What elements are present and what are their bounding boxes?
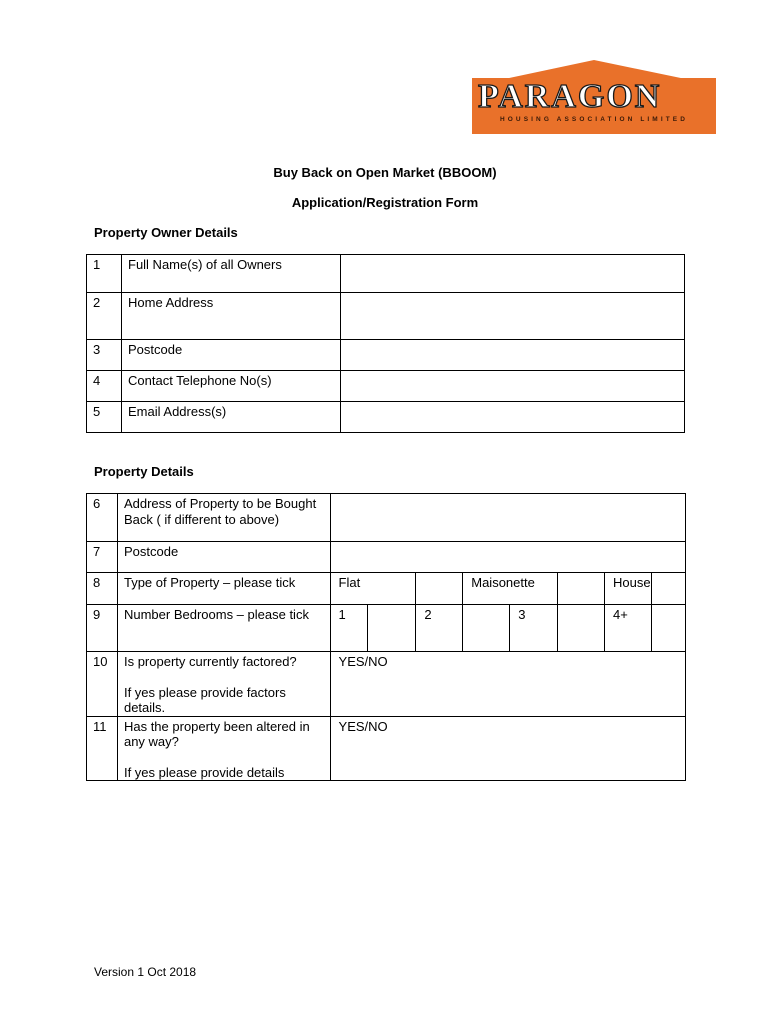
table-row bbox=[87, 371, 685, 402]
property-postcode-field[interactable] bbox=[330, 542, 685, 573]
row-label: Contact Telephone No(s) bbox=[122, 371, 341, 402]
option-4plus-bed-label: 4+ bbox=[605, 605, 652, 652]
bed-3-tick-box[interactable] bbox=[558, 605, 605, 652]
table-row bbox=[87, 542, 686, 573]
table-row bbox=[87, 402, 685, 433]
form-title: Buy Back on Open Market (BBOOM) bbox=[273, 165, 497, 180]
row-label: Full Name(s) of all Owners bbox=[122, 255, 341, 293]
row-label: Home Address bbox=[122, 293, 341, 340]
house-tick-box[interactable] bbox=[652, 573, 686, 605]
factored-answer-field[interactable] bbox=[330, 652, 685, 717]
altered-answer-field[interactable] bbox=[330, 716, 685, 781]
row-label bbox=[117, 652, 330, 717]
factored-details-prompt: If yes please provide factors details. bbox=[123, 684, 286, 715]
version-footer: Version 1 Oct 2018 bbox=[94, 965, 197, 979]
table-row bbox=[87, 605, 686, 652]
home-address-field[interactable] bbox=[341, 293, 685, 340]
row-label: Postcode bbox=[122, 340, 341, 371]
bed-2-tick-box[interactable] bbox=[463, 605, 510, 652]
table-row bbox=[87, 293, 685, 340]
option-3-bed-label: 3 bbox=[510, 605, 558, 652]
yes-no-text: YES/NO bbox=[338, 654, 388, 669]
table-row bbox=[87, 494, 686, 542]
row-number: 7 bbox=[87, 542, 118, 573]
row-number: 10 bbox=[87, 652, 118, 717]
logo-name: PARAGON bbox=[478, 78, 662, 115]
bed-1-tick-box[interactable] bbox=[368, 605, 416, 652]
row-number: 3 bbox=[87, 340, 122, 371]
row-number: 6 bbox=[87, 494, 118, 542]
table-row bbox=[87, 652, 686, 717]
form-subtitle: Application/Registration Form bbox=[291, 195, 479, 210]
option-2-bed-label: 2 bbox=[416, 605, 463, 652]
altered-question: Has the property been altered in any way? bbox=[123, 718, 310, 749]
owner-names-field[interactable] bbox=[341, 255, 685, 293]
row-label: Postcode bbox=[117, 542, 330, 573]
property-address-field[interactable] bbox=[330, 494, 685, 542]
factored-question: Is property currently factored? bbox=[123, 654, 297, 669]
table-row bbox=[87, 573, 686, 605]
row-number: 4 bbox=[87, 371, 122, 402]
row-number: 2 bbox=[87, 293, 122, 340]
row-number: 1 bbox=[87, 255, 122, 293]
row-number: 8 bbox=[87, 573, 118, 605]
row-number: 5 bbox=[87, 402, 122, 433]
row-label: Address of Property to be Bought Back ( if different to above) bbox=[117, 494, 330, 542]
row-label: Number Bedrooms – please tick bbox=[117, 605, 330, 652]
property-section-title: Property Details bbox=[94, 464, 194, 479]
altered-details-prompt: If yes please provide details bbox=[123, 764, 285, 780]
email-field[interactable] bbox=[341, 402, 685, 433]
postcode-field[interactable] bbox=[341, 340, 685, 371]
row-number: 11 bbox=[87, 716, 118, 781]
telephone-field[interactable] bbox=[341, 371, 685, 402]
row-label: Type of Property – please tick bbox=[117, 573, 330, 605]
logo-subtitle: HOUSING ASSOCIATION LIMITED bbox=[499, 116, 689, 123]
table-row bbox=[87, 255, 685, 293]
owner-section-title: Property Owner Details bbox=[94, 225, 238, 240]
row-number: 9 bbox=[87, 605, 118, 652]
table-row bbox=[87, 340, 685, 371]
property-details-table bbox=[86, 493, 686, 781]
flat-tick-box[interactable] bbox=[416, 573, 463, 605]
row-label bbox=[117, 716, 330, 781]
table-row bbox=[87, 716, 686, 781]
owner-details-table bbox=[86, 254, 685, 433]
bed-4plus-tick-box[interactable] bbox=[652, 605, 686, 652]
option-house-label: House bbox=[605, 573, 652, 605]
yes-no-text: YES/NO bbox=[338, 718, 388, 734]
option-maisonette-label: Maisonette bbox=[463, 573, 558, 605]
maisonette-tick-box[interactable] bbox=[558, 573, 605, 605]
row-label: Email Address(s) bbox=[122, 402, 341, 433]
option-1-bed-label: 1 bbox=[330, 605, 368, 652]
option-flat-label: Flat bbox=[330, 573, 416, 605]
paragon-logo bbox=[472, 60, 716, 136]
